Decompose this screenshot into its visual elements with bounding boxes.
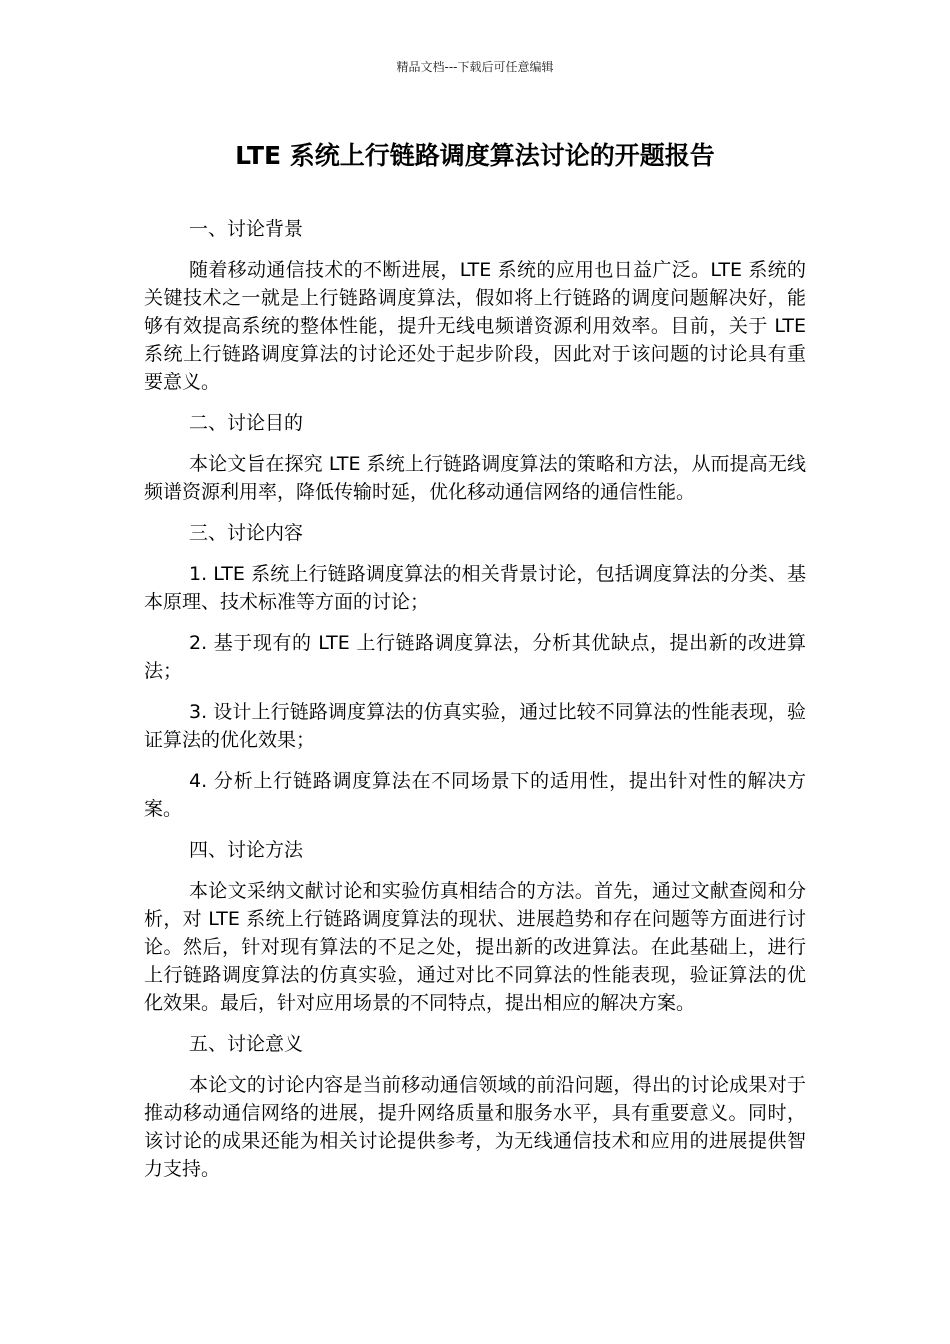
paragraph: 随着移动通信技术的不断进展，LTE 系统的应用也日益广泛。LTE 系统的关键技术之一就是上行链路调度算法，假如将上行链路的调度问题解决好，能够有效提高系统的整体性能，提升无线电频谱资源利用效率。目前，关于 LTE 系统上行链路调度算法的讨论还处于起步阶段，因此对于该问题的讨论具有重要意义。 bbox=[144, 259, 806, 393]
list-item: 3. 设计上行链路调度算法的仿真实验，通过比较不同算法的性能表现，验证算法的优化效果； bbox=[144, 701, 806, 751]
section-heading-significance: 五、讨论意义 bbox=[189, 1033, 304, 1055]
header-note: 精品文档---下载后可任意编辑 bbox=[396, 60, 554, 74]
paragraph: 本论文的讨论内容是当前移动通信领域的前沿问题，得出的讨论成果对于推动移动通信网络的进展，提升网络质量和服务水平，具有重要意义。同时，该讨论的成果还能为相关讨论提供参考，为无线通信技术和应用的进展提供智力支持。 bbox=[144, 1074, 806, 1180]
paragraph: 本论文采纳文献讨论和实验仿真相结合的方法。首先，通过文献查阅和分析，对 LTE 系统上行链路调度算法的现状、进展趋势和存在问题等方面进行讨论。然后，针对现有算法的不足之处，提出新的改进算法。在此基础上，进行上行链路调度算法的仿真实验，通过对比不同算法的性能表现，验证算法的优化效果。最后，针对应用场景的不同特点，提出相应的解决方案。 bbox=[144, 880, 806, 1014]
paragraph: 本论文旨在探究 LTE 系统上行链路调度算法的策略和方法，从而提高无线频谱资源利用率，降低传输时延，优化移动通信网络的通信性能。 bbox=[144, 453, 806, 503]
list-item: 4. 分析上行链路调度算法在不同场景下的适用性，提出针对性的解决方案。 bbox=[144, 770, 806, 820]
section-heading-background: 一、讨论背景 bbox=[189, 218, 304, 240]
section-heading-content: 三、讨论内容 bbox=[189, 522, 304, 544]
list-item: 2. 基于现有的 LTE 上行链路调度算法，分析其优缺点，提出新的改进算法； bbox=[144, 632, 806, 682]
document-body bbox=[144, 215, 806, 1196]
section-heading-method: 四、讨论方法 bbox=[189, 839, 304, 861]
section-heading-purpose: 二、讨论目的 bbox=[189, 412, 304, 434]
list-item: 1. LTE 系统上行链路调度算法的相关背景讨论，包括调度算法的分类、基本原理、技术标准等方面的讨论； bbox=[144, 563, 806, 613]
document-title: LTE 系统上行链路调度算法讨论的开题报告 bbox=[235, 141, 715, 170]
